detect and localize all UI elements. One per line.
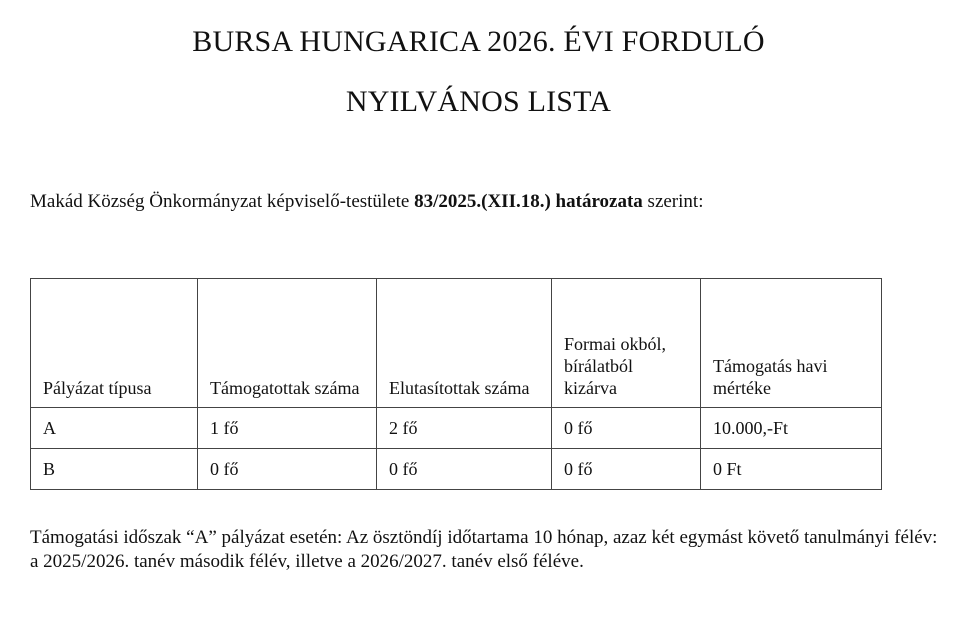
cell-excluded: 0 fő xyxy=(552,449,701,490)
header-monthly-amount: Támogatás havi mértéke xyxy=(701,279,882,408)
intro-paragraph xyxy=(30,190,703,214)
cell-supported: 1 fő xyxy=(198,408,377,449)
document-title: BURSA HUNGARICA 2026. ÉVI FORDULÓ xyxy=(192,25,765,58)
header-supported-count: Támogatottak száma xyxy=(198,279,377,408)
results-table xyxy=(30,278,882,490)
cell-type: B xyxy=(31,449,198,490)
cell-supported: 0 fő xyxy=(198,449,377,490)
cell-rejected: 0 fő xyxy=(377,449,552,490)
resolution-reference: 83/2025.(XII.18.) határozata xyxy=(414,191,643,212)
support-period-note: Támogatási időszak “A” pályázat esetén: Az ösztöndíj időtartama 10 hónap, azaz két egymást követő tanulmányi félév: a 2025/2026. tanév második félév, illetve a 2026/2027. tanév első féléve. xyxy=(30,527,938,572)
intro-text-start: Makád Község Önkormányzat képviselő-testülete xyxy=(30,191,415,212)
table-row xyxy=(31,449,882,490)
header-excluded-count: Formai okból, bírálatból kizárva xyxy=(552,279,701,408)
cell-excluded: 0 fő xyxy=(552,408,701,449)
table-row xyxy=(31,408,882,449)
header-application-type: Pályázat típusa xyxy=(31,279,198,408)
header-rejected-count: Elutasítottak száma xyxy=(377,279,552,408)
cell-amount: 0 Ft xyxy=(701,449,882,490)
document-subtitle: NYILVÁNOS LISTA xyxy=(345,85,612,118)
cell-amount: 10.000,-Ft xyxy=(701,408,882,449)
cell-type: A xyxy=(31,408,198,449)
intro-text-end: szerint: xyxy=(642,191,704,212)
cell-rejected: 2 fő xyxy=(377,408,552,449)
table-header-row xyxy=(31,279,882,408)
